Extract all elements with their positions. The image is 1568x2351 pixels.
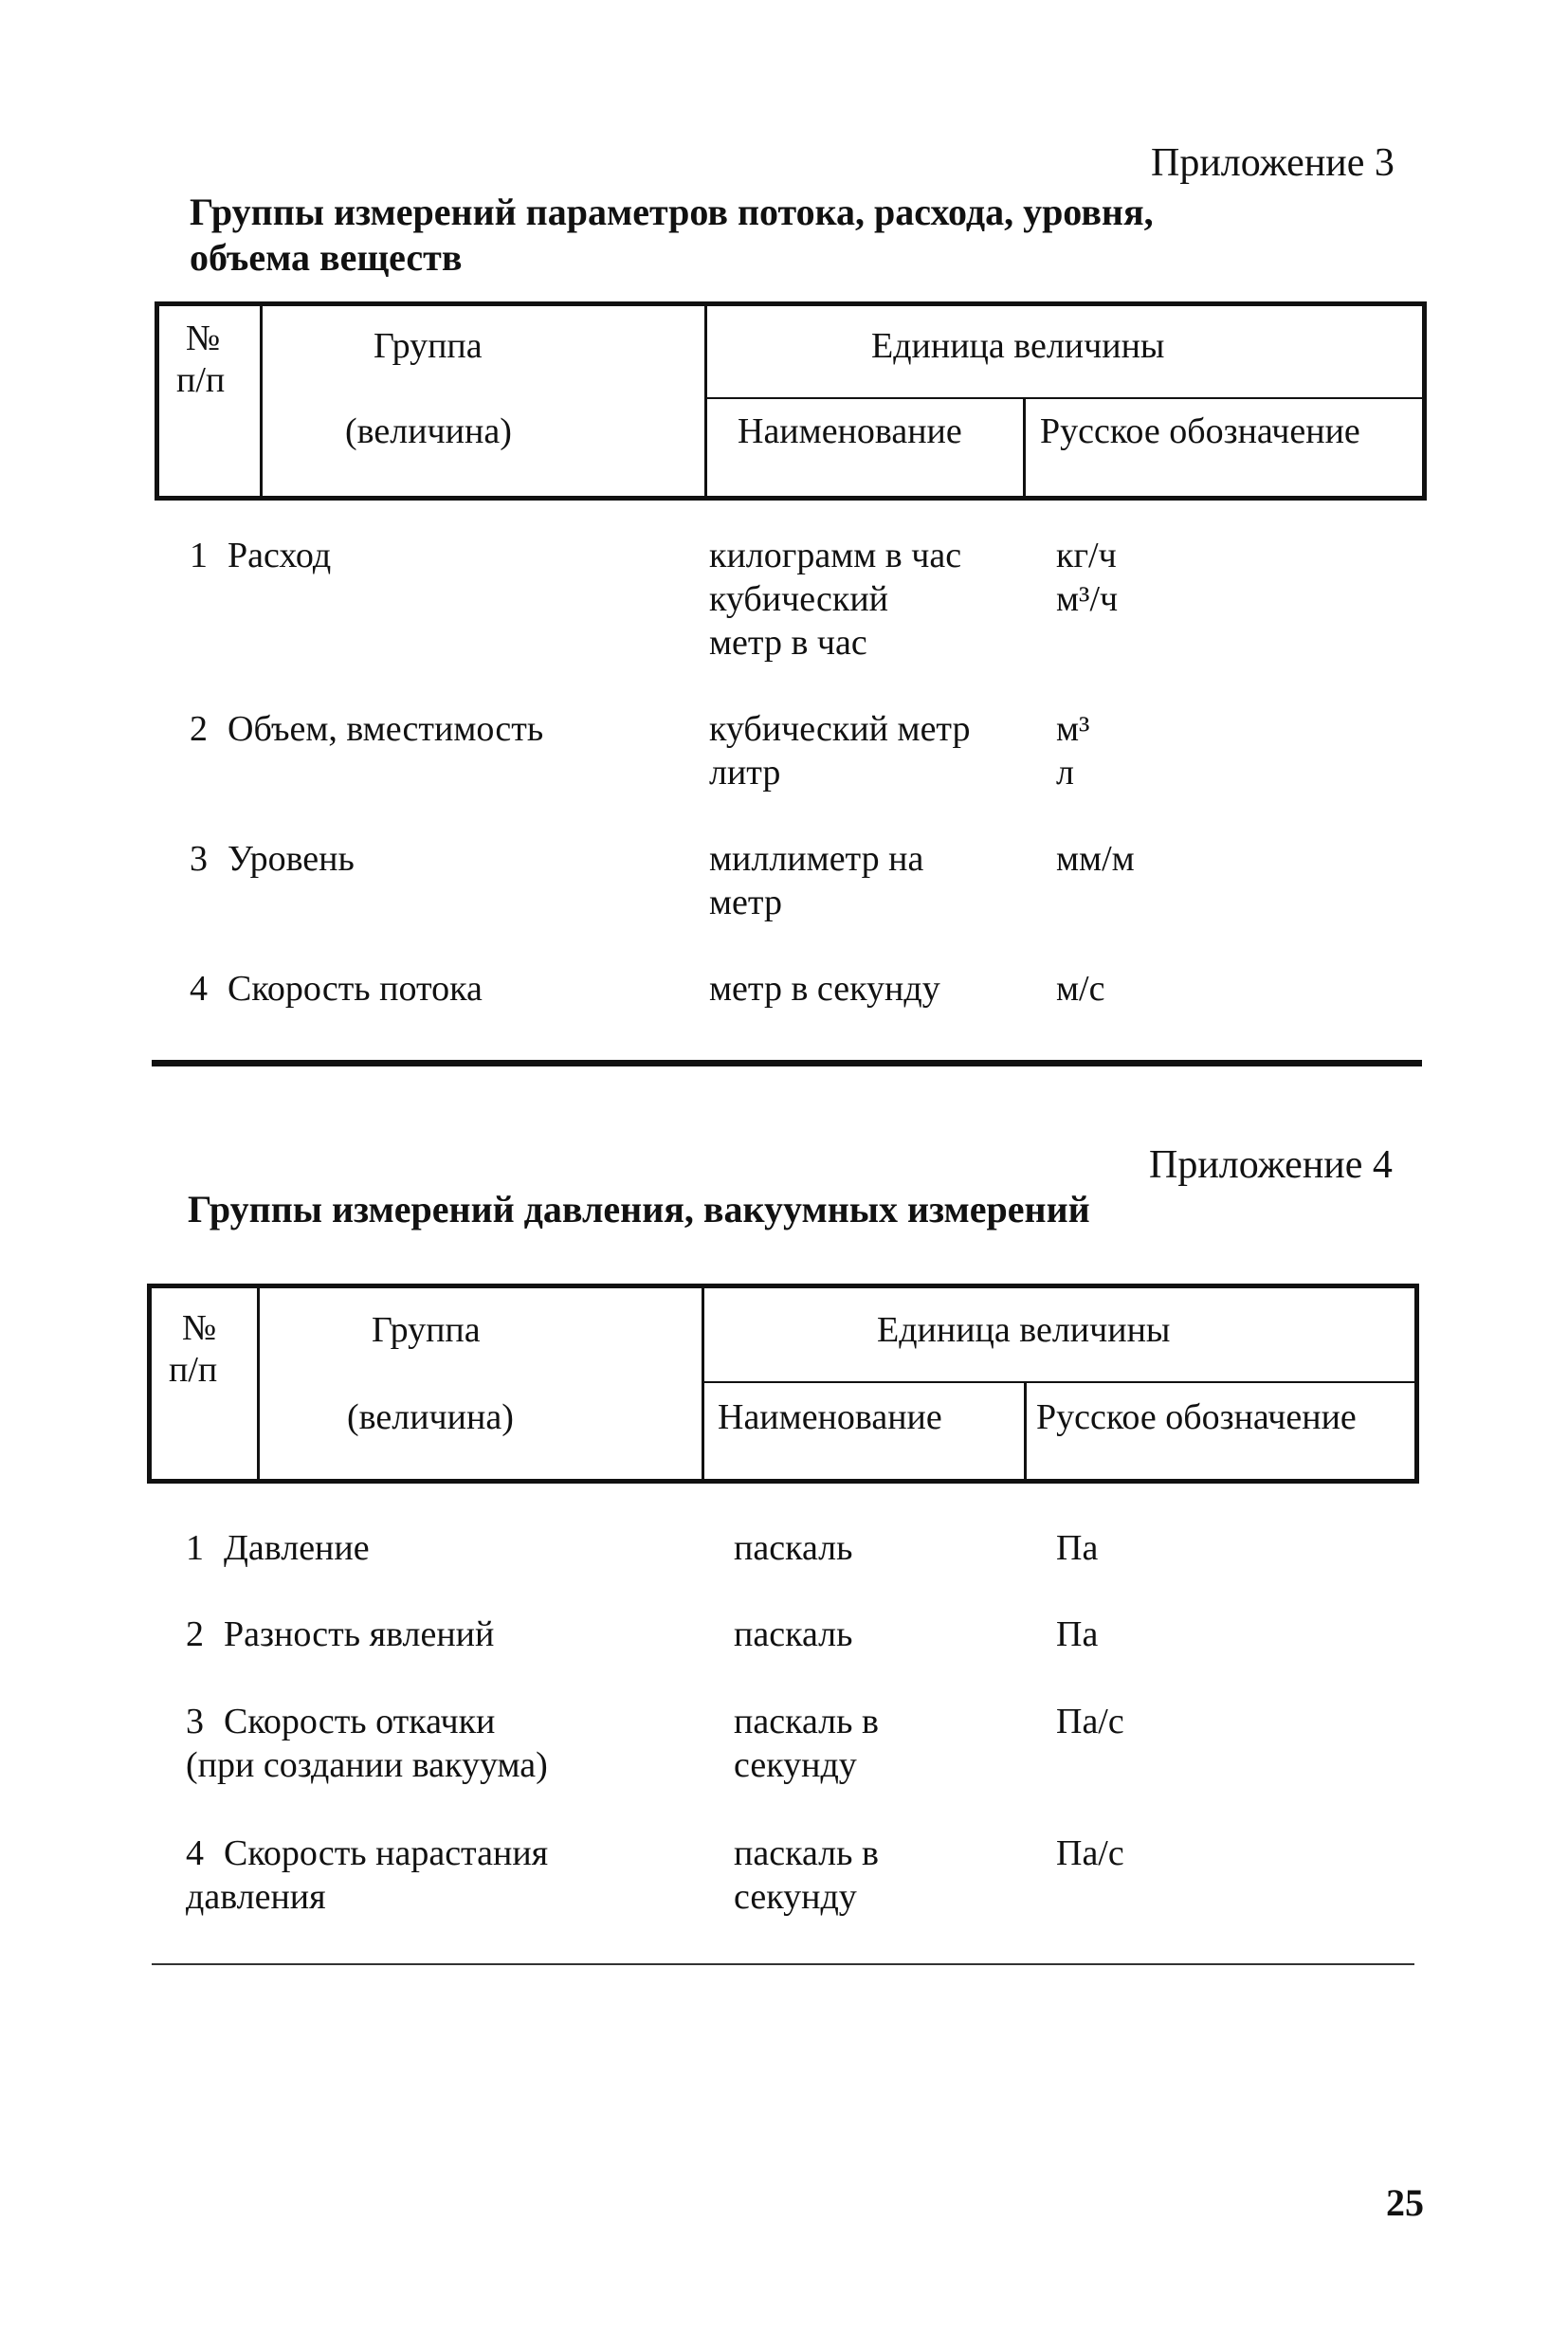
table-row [186,1526,370,1570]
page-number: 25 [1386,2181,1424,2224]
unit-symbol-line: Па [1056,1614,1099,1654]
appendix-3-title-line1: Группы измерений параметров потока, расхода, уровня, [190,191,1154,233]
unit-name-line: миллиметр на [709,839,924,879]
row-group: Скорость нарастания [224,1833,549,1873]
row-unit-name [734,1613,852,1656]
unit-name-line: паскаль [734,1528,853,1568]
row-number: 2 [186,1614,204,1654]
header-group: Группа [374,326,483,366]
row-number: 1 [186,1528,204,1568]
header-num-symbol: № [186,319,221,358]
table-row [186,1832,548,1919]
unit-name-line: паскаль [734,1614,853,1654]
row-unit-symbol [1056,1613,1098,1656]
table-row [186,1700,548,1787]
header-unit-symbol: Русское обозначение [1036,1397,1357,1437]
unit-name-line: метр в час [709,623,867,663]
table-row [190,837,355,881]
header-unit-symbol: Русское обозначение [1040,411,1360,451]
unit-symbol-line: Па [1056,1528,1099,1568]
unit-name-line: паскаль в [734,1702,879,1741]
unit-name-line: килограмм в час [709,536,962,575]
table-end-rule [152,1963,1414,1965]
unit-name-line: метр в секунду [709,969,940,1009]
header-group-quantity: (величина) [347,1397,514,1437]
row-unit-symbol [1056,534,1118,621]
unit-name-line: секунду [734,1877,857,1917]
row-group: Давление [224,1528,370,1568]
row-unit-name [709,534,961,665]
appendix-3-label: Приложение 3 [1151,141,1395,185]
header-group: Группа [372,1310,481,1350]
unit-symbol-line: м³ [1056,709,1090,749]
unit-symbol-line: Па/с [1056,1833,1124,1873]
table-row [190,534,331,577]
row-unit-symbol [1056,1832,1124,1875]
row-unit-symbol [1056,837,1135,881]
appendix-3-table-header [155,301,1427,501]
row-number: 3 [190,839,208,879]
row-number: 4 [186,1833,204,1873]
appendix-4-label: Приложение 4 [1149,1143,1393,1187]
unit-name-line: паскаль в [734,1833,879,1873]
appendix-4-table-header [147,1284,1419,1484]
unit-name-line: кубический метр [709,709,971,749]
unit-symbol-line: м/с [1056,969,1105,1009]
table-row [190,707,543,751]
header-unit: Единица величины [871,326,1165,366]
row-group: Разность явлений [224,1614,495,1654]
row-group: Скорость потока [228,969,483,1009]
unit-symbol-line: Па/с [1056,1702,1124,1741]
header-num-symbol: № [182,1308,217,1348]
row-unit-symbol [1056,1526,1098,1570]
row-unit-name [709,967,940,1011]
header-num-label: п/п [169,1350,218,1390]
header-num-label: п/п [176,360,226,400]
row-unit-name [734,1832,879,1919]
appendix-4-title [188,1187,1090,1232]
unit-symbol-line: л [1056,753,1074,793]
unit-name-line: секунду [734,1745,857,1785]
appendix-4-title-line1: Группы измерений давления, вакуумных измерений [188,1188,1090,1230]
row-number: 1 [190,536,208,575]
table-end-rule [152,1060,1422,1066]
row-unit-name [709,837,923,924]
row-unit-symbol [1056,1700,1124,1743]
row-unit-name [734,1526,852,1570]
unit-symbol-line: м³/ч [1056,579,1119,619]
unit-name-line: кубический [709,579,889,619]
unit-symbol-line: мм/м [1056,839,1135,879]
row-group: Расход [228,536,332,575]
row-group: Скорость откачки [224,1702,496,1741]
row-number: 3 [186,1702,204,1741]
row-group: Уровень [228,839,355,879]
header-unit-name: Наименование [738,411,962,451]
row-group-continuation: (при создании вакуума) [186,1745,548,1785]
appendix-3-title [190,190,1154,281]
row-number: 2 [190,709,208,749]
appendix-3-title-line2: объема веществ [190,236,463,279]
row-group-continuation: давления [186,1877,326,1917]
table-row [186,1613,494,1656]
row-unit-symbol [1056,967,1104,1011]
table-row [190,967,483,1011]
header-group-quantity: (величина) [345,411,512,451]
header-unit: Единица величины [877,1310,1171,1350]
unit-name-line: метр [709,883,782,922]
row-number: 4 [190,969,208,1009]
row-unit-name [709,707,971,794]
row-unit-symbol [1056,707,1089,794]
unit-symbol-line: кг/ч [1056,536,1117,575]
unit-name-line: литр [709,753,781,793]
row-unit-name [734,1700,879,1787]
row-group: Объем, вместимость [228,709,544,749]
header-unit-name: Наименование [718,1397,942,1437]
